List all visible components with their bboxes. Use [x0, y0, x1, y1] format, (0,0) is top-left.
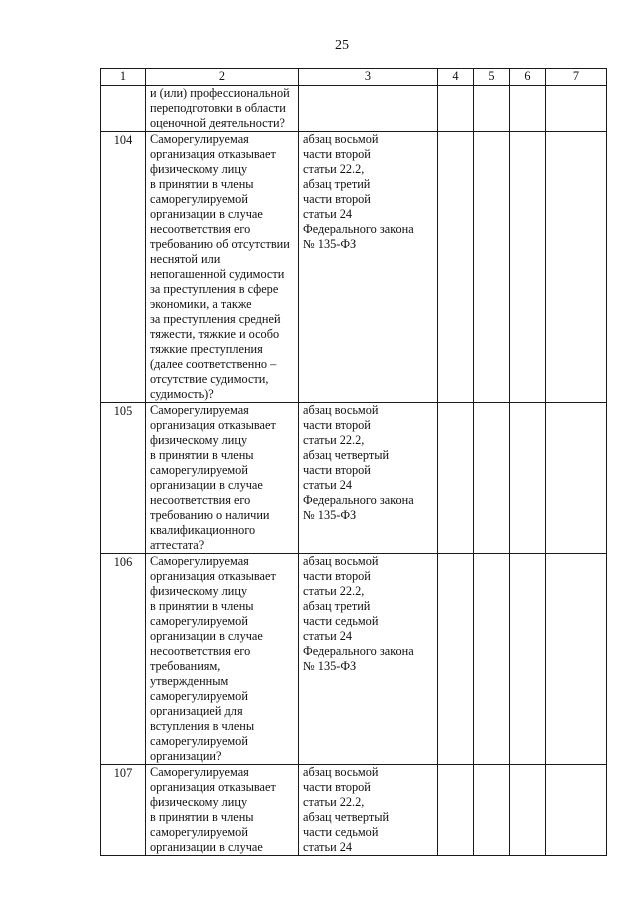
question-line: организации? — [150, 749, 222, 763]
question-line: Саморегулируемая — [150, 403, 249, 417]
legal-basis-line: статьи 24 — [303, 478, 353, 492]
question-line: экономики, а также — [150, 297, 252, 311]
question-line: организации в случае — [150, 840, 263, 854]
note-cell — [546, 765, 607, 856]
table-row — [101, 403, 607, 554]
table-row — [101, 554, 607, 765]
legal-basis-cell — [299, 86, 438, 132]
legal-basis-line: статьи 22.2, — [303, 795, 365, 809]
question-line: требованию об отсутствии — [150, 237, 290, 251]
question-line: саморегулируемой — [150, 192, 248, 206]
legal-basis-line: статьи 24 — [303, 629, 353, 643]
answer-yes-cell — [438, 765, 474, 856]
item-number — [101, 86, 146, 132]
legal-basis-line: Федерального закона — [303, 493, 414, 507]
question-line: квалификационного — [150, 523, 256, 537]
legal-basis-line: № 135-ФЗ — [303, 659, 357, 673]
answer-no-cell — [474, 86, 510, 132]
question-line: организация отказывает — [150, 418, 276, 432]
legal-basis-line: части второй — [303, 147, 371, 161]
question-line: за преступления средней — [150, 312, 281, 326]
question-cell — [146, 132, 299, 403]
legal-basis-line: абзац восьмой — [303, 554, 379, 568]
legal-basis-line: части второй — [303, 780, 371, 794]
checklist-table — [100, 68, 607, 856]
question-line: оценочной деятельности? — [150, 116, 286, 130]
column-number-row — [101, 69, 607, 86]
question-line: саморегулируемой — [150, 614, 248, 628]
question-cell — [146, 554, 299, 765]
question-line: в принятии в члены — [150, 177, 254, 191]
legal-basis-cell — [299, 132, 438, 403]
answer-yes-cell — [438, 403, 474, 554]
table-row — [101, 132, 607, 403]
page-number: 25 — [335, 38, 349, 53]
question-line: организацией для — [150, 704, 243, 718]
legal-basis-line: статьи 22.2, — [303, 433, 365, 447]
question-line: непогашенной судимости — [150, 267, 285, 281]
question-line: Саморегулируемая — [150, 765, 249, 779]
legal-basis-line: № 135-ФЗ — [303, 237, 357, 251]
question-line: за преступления в сфере — [150, 282, 279, 296]
question-line: организации в случае — [150, 207, 263, 221]
question-line: физическому лицу — [150, 162, 248, 176]
legal-basis-line: части седьмой — [303, 825, 379, 839]
legal-basis-line: Федерального закона — [303, 222, 414, 236]
question-line: требованию о наличии — [150, 508, 270, 522]
item-number: 104 — [101, 132, 146, 403]
column-number: 6 — [510, 69, 546, 86]
item-number: 107 — [101, 765, 146, 856]
question-line: вступления в члены — [150, 719, 255, 733]
question-line: организация отказывает — [150, 147, 276, 161]
not-applicable-cell — [510, 765, 546, 856]
legal-basis-cell — [299, 403, 438, 554]
question-line: переподготовки в области — [150, 101, 286, 115]
question-line: организация отказывает — [150, 780, 276, 794]
legal-basis-line: абзац восьмой — [303, 403, 379, 417]
question-line: физическому лицу — [150, 584, 248, 598]
question-line: Саморегулируемая — [150, 554, 249, 568]
question-line: в принятии в члены — [150, 448, 254, 462]
legal-basis-line: абзац третий — [303, 599, 371, 613]
question-cell — [146, 86, 299, 132]
column-number: 5 — [474, 69, 510, 86]
question-line: несоответствия его — [150, 644, 251, 658]
question-line: в принятии в члены — [150, 810, 254, 824]
column-number: 2 — [146, 69, 299, 86]
legal-basis-line: части седьмой — [303, 614, 379, 628]
not-applicable-cell — [510, 403, 546, 554]
answer-no-cell — [474, 132, 510, 403]
legal-basis-line: Федерального закона — [303, 644, 414, 658]
question-line: отсутствие судимости, — [150, 372, 269, 386]
legal-basis-line: части второй — [303, 463, 371, 477]
question-line: (далее соответственно – — [150, 357, 277, 371]
answer-no-cell — [474, 403, 510, 554]
question-cell — [146, 765, 299, 856]
legal-basis-line: абзац четвертый — [303, 448, 390, 462]
question-cell — [146, 403, 299, 554]
question-line: аттестата? — [150, 538, 205, 552]
not-applicable-cell — [510, 86, 546, 132]
legal-basis-line: статьи 22.2, — [303, 584, 365, 598]
legal-basis-cell — [299, 554, 438, 765]
question-line: физическому лицу — [150, 433, 248, 447]
question-line: саморегулируемой — [150, 689, 248, 703]
legal-basis-line: статьи 22.2, — [303, 162, 365, 176]
legal-basis-line: статьи 24 — [303, 840, 353, 854]
answer-yes-cell — [438, 86, 474, 132]
question-line: тяжести, тяжкие и особо — [150, 327, 280, 341]
question-line: утвержденным — [150, 674, 229, 688]
item-number: 105 — [101, 403, 146, 554]
question-line: и (или) профессиональной — [150, 86, 290, 100]
legal-basis-line: № 135-ФЗ — [303, 508, 357, 522]
question-line: несоответствия его — [150, 222, 251, 236]
not-applicable-cell — [510, 554, 546, 765]
legal-basis-line: абзац третий — [303, 177, 371, 191]
column-number: 7 — [546, 69, 607, 86]
note-cell — [546, 403, 607, 554]
table-row — [101, 86, 607, 132]
question-line: саморегулируемой — [150, 463, 248, 477]
note-cell — [546, 132, 607, 403]
legal-basis-line: абзац восьмой — [303, 765, 379, 779]
legal-basis-line: абзац восьмой — [303, 132, 379, 146]
note-cell — [546, 554, 607, 765]
answer-no-cell — [474, 554, 510, 765]
legal-basis-line: статьи 24 — [303, 207, 353, 221]
legal-basis-line: абзац четвертый — [303, 810, 390, 824]
question-line: организации в случае — [150, 478, 263, 492]
question-line: организация отказывает — [150, 569, 276, 583]
question-line: в принятии в члены — [150, 599, 254, 613]
not-applicable-cell — [510, 132, 546, 403]
question-line: несоответствия его — [150, 493, 251, 507]
question-line: требованиям, — [150, 659, 221, 673]
legal-basis-cell — [299, 765, 438, 856]
column-number: 3 — [299, 69, 438, 86]
question-line: Саморегулируемая — [150, 132, 249, 146]
question-line: судимость)? — [150, 387, 214, 401]
question-line: организации в случае — [150, 629, 263, 643]
answer-yes-cell — [438, 132, 474, 403]
question-line: тяжкие преступления — [150, 342, 263, 356]
answer-no-cell — [474, 765, 510, 856]
legal-basis-line: части второй — [303, 192, 371, 206]
question-line: неснятой или — [150, 252, 221, 266]
question-line: саморегулируемой — [150, 825, 248, 839]
note-cell — [546, 86, 607, 132]
column-number: 1 — [101, 69, 146, 86]
legal-basis-line: части второй — [303, 418, 371, 432]
column-number: 4 — [438, 69, 474, 86]
table-row — [101, 765, 607, 856]
legal-basis-line: части второй — [303, 569, 371, 583]
answer-yes-cell — [438, 554, 474, 765]
question-line: физическому лицу — [150, 795, 248, 809]
item-number: 106 — [101, 554, 146, 765]
question-line: саморегулируемой — [150, 734, 248, 748]
